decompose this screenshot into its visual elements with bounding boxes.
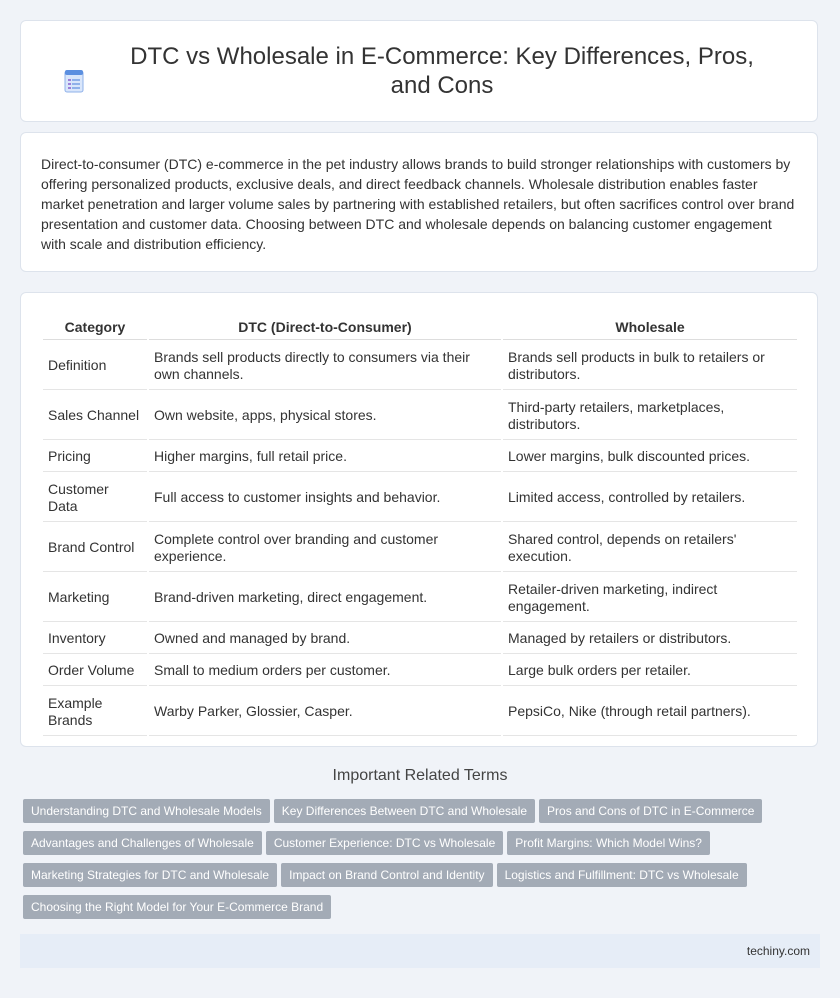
cell-wholesale: Managed by retailers or distributors. — [503, 624, 797, 654]
cell-wholesale: Third-party retailers, marketplaces, distributors. — [503, 392, 797, 440]
title-row — [59, 42, 779, 100]
table-row — [43, 392, 797, 440]
cell-category: Example Brands — [43, 688, 147, 736]
cell-wholesale: Retailer-driven marketing, indirect engagement. — [503, 574, 797, 622]
related-tag[interactable]: Customer Experience: DTC vs Wholesale — [266, 831, 503, 855]
cell-category: Sales Channel — [43, 392, 147, 440]
cell-dtc: Brands sell products directly to consumers via their own channels. — [149, 342, 501, 390]
related-tag[interactable]: Understanding DTC and Wholesale Models — [23, 799, 270, 823]
cell-category: Inventory — [43, 624, 147, 654]
related-terms-tags — [23, 799, 823, 927]
table-row — [43, 524, 797, 572]
table-row — [43, 342, 797, 390]
cell-category: Order Volume — [43, 656, 147, 686]
comparison-table — [41, 313, 799, 738]
related-tag[interactable]: Logistics and Fulfillment: DTC vs Wholesale — [497, 863, 747, 887]
related-tag[interactable]: Advantages and Challenges of Wholesale — [23, 831, 262, 855]
title-card — [20, 20, 818, 122]
cell-dtc: Warby Parker, Glossier, Casper. — [149, 688, 501, 736]
cell-wholesale: Brands sell products in bulk to retailers or distributors. — [503, 342, 797, 390]
cell-wholesale: Large bulk orders per retailer. — [503, 656, 797, 686]
cell-wholesale: Limited access, controlled by retailers. — [503, 474, 797, 522]
table-row — [43, 656, 797, 686]
related-terms-heading: Important Related Terms — [332, 767, 508, 784]
related-tag[interactable]: Pros and Cons of DTC in E-Commerce — [539, 799, 762, 823]
cell-dtc: Full access to customer insights and behavior. — [149, 474, 501, 522]
cell-dtc: Own website, apps, physical stores. — [149, 392, 501, 440]
related-tag[interactable]: Impact on Brand Control and Identity — [281, 863, 492, 887]
cell-dtc: Owned and managed by brand. — [149, 624, 501, 654]
table-row — [43, 442, 797, 472]
cell-category: Definition — [43, 342, 147, 390]
header-dtc: DTC (Direct-to-Consumer) — [149, 315, 501, 340]
document-list-icon — [61, 68, 87, 94]
header-category: Category — [43, 315, 147, 340]
table-header-row — [43, 315, 797, 340]
cell-category: Pricing — [43, 442, 147, 472]
cell-category: Marketing — [43, 574, 147, 622]
related-tag[interactable]: Key Differences Between DTC and Wholesale — [274, 799, 535, 823]
cell-wholesale: Shared control, depends on retailers' execution. — [503, 524, 797, 572]
cell-dtc: Small to medium orders per customer. — [149, 656, 501, 686]
related-tag[interactable]: Choosing the Right Model for Your E-Commerce Brand — [23, 895, 331, 919]
table-row — [43, 474, 797, 522]
intro-card — [20, 132, 818, 272]
comparison-card — [20, 292, 818, 747]
cell-wholesale: Lower margins, bulk discounted prices. — [503, 442, 797, 472]
header-wholesale: Wholesale — [503, 315, 797, 340]
cell-category: Brand Control — [43, 524, 147, 572]
table-row — [43, 624, 797, 654]
table-row — [43, 688, 797, 736]
related-tag[interactable]: Marketing Strategies for DTC and Wholesale — [23, 863, 277, 887]
cell-dtc: Complete control over branding and customer experience. — [149, 524, 501, 572]
footer — [20, 934, 820, 968]
cell-dtc: Brand-driven marketing, direct engagement. — [149, 574, 501, 622]
intro-paragraph: Direct-to-consumer (DTC) e-commerce in the pet industry allows brands to build stronger relationships with customers by offering personalized products, exclusive deals, and direct feedback channels. Wholesale distribution enables faster market penetration and larger volume sales by partnering with established retailers, but often sacrifices control over brand presentation and customer data. Choosing between DTC and wholesale depends on balancing customer engagement with scale and distribution efficiency. — [41, 156, 795, 252]
page-title: DTC vs Wholesale in E-Commerce: Key Differences, Pros, and Cons — [130, 43, 754, 99]
cell-dtc: Higher margins, full retail price. — [149, 442, 501, 472]
table-row — [43, 574, 797, 622]
related-tag[interactable]: Profit Margins: Which Model Wins? — [507, 831, 710, 855]
cell-wholesale: PepsiCo, Nike (through retail partners). — [503, 688, 797, 736]
footer-site-link[interactable]: techiny.com — [746, 944, 810, 958]
cell-category: Customer Data — [43, 474, 147, 522]
